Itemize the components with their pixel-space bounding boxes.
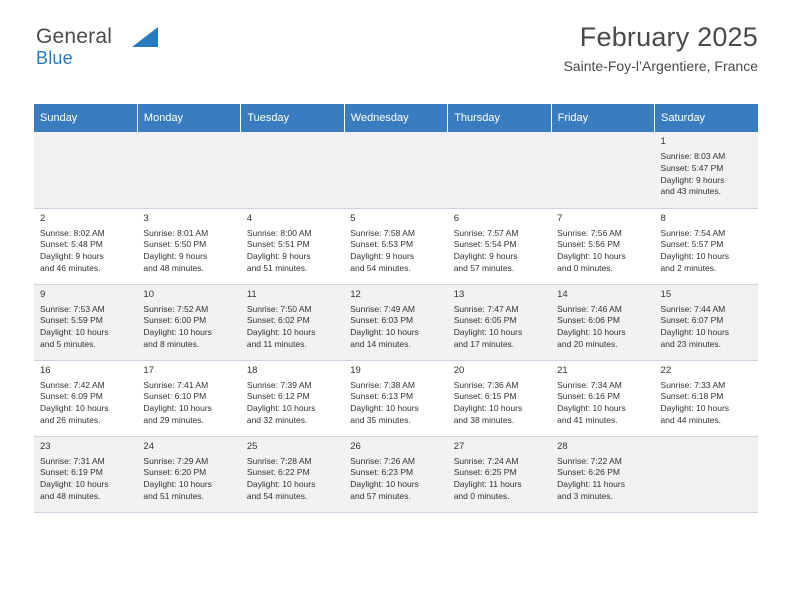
day-detail-line: Sunrise: 7:56 AM xyxy=(557,227,622,238)
day-number: 11 xyxy=(246,288,257,300)
day-detail-line: Sunset: 6:05 PM xyxy=(453,315,517,326)
day-detail-line: Daylight: 10 hours xyxy=(453,403,523,414)
day-details xyxy=(247,380,339,427)
day-details xyxy=(661,304,753,351)
day-number: 12 xyxy=(350,288,361,300)
calendar-day-cell[interactable] xyxy=(241,208,344,284)
day-details xyxy=(454,228,546,275)
day-detail-line: Daylight: 9 hours xyxy=(40,251,104,262)
day-detail-line: Sunset: 6:18 PM xyxy=(660,391,724,402)
day-detail-line: and 57 minutes. xyxy=(350,490,411,501)
day-details xyxy=(40,304,132,351)
day-detail-line: Daylight: 10 hours xyxy=(246,403,316,414)
calendar-table xyxy=(34,104,758,513)
weekday-header-monday: Monday xyxy=(137,104,240,132)
calendar-day-cell[interactable] xyxy=(241,436,344,512)
day-detail-line: and 14 minutes. xyxy=(350,338,411,349)
day-detail-line: and 44 minutes. xyxy=(660,414,722,425)
day-details xyxy=(661,228,753,275)
day-detail-line: Daylight: 10 hours xyxy=(660,327,730,338)
day-detail-line: Sunrise: 7:36 AM xyxy=(453,379,519,390)
day-detail-line: Sunrise: 7:28 AM xyxy=(246,455,312,466)
calendar-day-cell[interactable] xyxy=(448,284,551,360)
day-details xyxy=(350,304,442,351)
day-detail-line: and 35 minutes. xyxy=(350,414,411,425)
day-detail-line: Daylight: 10 hours xyxy=(350,327,419,338)
day-detail-line: Sunset: 5:56 PM xyxy=(557,239,620,250)
day-detail-line: Sunrise: 7:46 AM xyxy=(557,303,622,314)
calendar-day-cell-empty xyxy=(655,436,758,512)
calendar-week-row xyxy=(34,208,758,284)
day-details xyxy=(557,380,649,427)
logo-general-text: General xyxy=(36,25,113,48)
calendar-day-cell[interactable] xyxy=(34,284,137,360)
day-detail-line: Daylight: 10 hours xyxy=(557,251,626,262)
logo-blue-text: Blue xyxy=(36,48,73,68)
weekday-header-saturday: Saturday xyxy=(655,104,758,132)
calendar-day-cell[interactable] xyxy=(655,208,758,284)
day-detail-line: and 23 minutes. xyxy=(660,338,722,349)
day-number: 27 xyxy=(453,440,465,452)
calendar-day-cell[interactable] xyxy=(448,208,551,284)
day-detail-line: and 54 minutes. xyxy=(246,490,308,501)
day-detail-line: and 57 minutes. xyxy=(453,262,515,273)
day-detail-line: Daylight: 10 hours xyxy=(143,479,212,490)
day-details xyxy=(247,304,339,351)
calendar-day-cell[interactable] xyxy=(34,360,137,436)
day-detail-line: Sunrise: 7:57 AM xyxy=(453,227,519,238)
weekday-header-wednesday: Wednesday xyxy=(344,104,447,132)
weekday-header-row xyxy=(34,104,758,132)
day-detail-line: Sunrise: 8:01 AM xyxy=(143,227,209,238)
day-details xyxy=(454,304,546,351)
day-number: 24 xyxy=(143,440,154,452)
day-detail-line: and 0 minutes. xyxy=(557,262,613,273)
day-number: 21 xyxy=(557,364,568,376)
calendar-day-cell[interactable] xyxy=(448,436,551,512)
calendar-day-cell[interactable] xyxy=(241,360,344,436)
day-detail-line: Sunset: 5:57 PM xyxy=(660,239,724,250)
day-detail-line: and 43 minutes. xyxy=(660,186,722,197)
day-number: 17 xyxy=(143,364,154,376)
calendar-day-cell[interactable] xyxy=(137,436,240,512)
day-detail-line: Sunset: 6:06 PM xyxy=(557,315,620,326)
calendar-day-cell[interactable] xyxy=(551,436,654,512)
day-number: 3 xyxy=(143,212,149,224)
day-detail-line: Sunset: 6:00 PM xyxy=(143,315,207,326)
day-detail-line: Daylight: 10 hours xyxy=(246,327,316,338)
day-detail-line: Daylight: 9 hours xyxy=(143,251,208,262)
day-detail-line: and 41 minutes. xyxy=(557,414,618,425)
day-detail-line: Sunset: 6:26 PM xyxy=(557,467,620,478)
calendar-day-cell[interactable] xyxy=(344,208,447,284)
day-detail-line: and 8 minutes. xyxy=(143,338,200,349)
weekday-header-tuesday: Tuesday xyxy=(241,104,344,132)
day-detail-line: and 48 minutes. xyxy=(143,262,204,273)
day-detail-line: Sunrise: 7:49 AM xyxy=(350,303,415,314)
day-detail-line: Sunset: 5:59 PM xyxy=(40,315,103,326)
day-detail-line: and 54 minutes. xyxy=(350,262,411,273)
day-number: 22 xyxy=(660,364,672,376)
day-detail-line: Sunrise: 7:53 AM xyxy=(40,303,105,314)
day-detail-line: Daylight: 9 hours xyxy=(453,251,518,262)
calendar-day-cell-empty xyxy=(551,132,654,208)
day-detail-line: Sunrise: 7:41 AM xyxy=(143,379,209,390)
day-detail-line: Daylight: 10 hours xyxy=(350,479,419,490)
day-detail-line: Sunrise: 7:42 AM xyxy=(40,379,105,390)
calendar-day-cell[interactable] xyxy=(137,284,240,360)
calendar-day-cell-empty xyxy=(241,132,344,208)
day-detail-line: and 5 minutes. xyxy=(40,338,96,349)
day-details xyxy=(350,228,442,275)
day-detail-line: Daylight: 9 hours xyxy=(350,251,415,262)
day-detail-line: and 51 minutes. xyxy=(246,262,308,273)
day-number: 25 xyxy=(246,440,258,452)
day-detail-line: Sunset: 6:12 PM xyxy=(246,391,310,402)
day-detail-line: and 29 minutes. xyxy=(143,414,204,425)
day-number: 9 xyxy=(40,288,46,300)
day-detail-line: Sunset: 6:09 PM xyxy=(40,391,103,402)
day-detail-line: and 20 minutes. xyxy=(557,338,618,349)
day-number: 28 xyxy=(557,440,568,452)
day-detail-line: and 48 minutes. xyxy=(40,490,101,501)
day-details xyxy=(143,304,235,351)
day-detail-line: Sunset: 6:03 PM xyxy=(350,315,414,326)
day-number: 4 xyxy=(246,212,253,224)
weekday-header-thursday: Thursday xyxy=(448,104,551,132)
day-detail-line: Daylight: 10 hours xyxy=(453,327,523,338)
calendar-day-cell[interactable] xyxy=(655,132,758,208)
day-details xyxy=(661,380,753,427)
day-detail-line: Daylight: 9 hours xyxy=(660,174,725,185)
calendar-day-cell[interactable] xyxy=(551,208,654,284)
day-number: 14 xyxy=(557,288,568,300)
day-detail-line: Daylight: 11 hours xyxy=(557,479,625,490)
calendar-day-cell-empty xyxy=(344,132,447,208)
day-detail-line: Sunrise: 7:26 AM xyxy=(350,455,415,466)
calendar-day-cell[interactable] xyxy=(655,360,758,436)
calendar-week-row xyxy=(34,436,758,512)
day-number: 18 xyxy=(246,364,258,376)
calendar-day-cell[interactable] xyxy=(448,360,551,436)
day-details xyxy=(350,380,442,427)
day-details xyxy=(557,304,649,351)
page-header xyxy=(34,0,758,72)
day-detail-line: Sunset: 5:53 PM xyxy=(350,239,414,250)
day-details xyxy=(557,456,649,503)
day-detail-line: Sunrise: 7:34 AM xyxy=(557,379,622,390)
day-detail-line: Sunrise: 7:38 AM xyxy=(350,379,415,390)
day-detail-line: and 11 minutes. xyxy=(246,338,307,349)
day-number: 16 xyxy=(40,364,51,376)
page-title: February 2025 xyxy=(579,22,758,52)
calendar-body xyxy=(34,132,758,512)
day-detail-line: Daylight: 9 hours xyxy=(246,251,311,262)
day-number: 10 xyxy=(143,288,154,300)
day-detail-line: Sunrise: 7:29 AM xyxy=(143,455,209,466)
calendar-day-cell[interactable] xyxy=(137,208,240,284)
day-details xyxy=(143,228,235,275)
day-detail-line: Sunrise: 7:22 AM xyxy=(557,455,622,466)
day-detail-line: Sunset: 6:02 PM xyxy=(246,315,310,326)
day-detail-line: Sunrise: 7:39 AM xyxy=(246,379,312,390)
day-number: 20 xyxy=(453,364,465,376)
calendar-day-cell[interactable] xyxy=(344,284,447,360)
calendar-day-cell[interactable] xyxy=(551,360,654,436)
calendar-day-cell[interactable] xyxy=(34,436,137,512)
day-details xyxy=(40,380,132,427)
day-details xyxy=(557,228,649,275)
day-number: 19 xyxy=(350,364,361,376)
day-number: 8 xyxy=(660,212,666,224)
calendar-week-row xyxy=(34,360,758,436)
day-detail-line: Daylight: 10 hours xyxy=(350,403,419,414)
day-detail-line: Sunset: 6:07 PM xyxy=(660,315,724,326)
weekday-header-friday: Friday xyxy=(551,104,654,132)
day-detail-line: Daylight: 10 hours xyxy=(40,327,109,338)
calendar-day-cell[interactable] xyxy=(655,284,758,360)
day-details xyxy=(40,228,132,275)
calendar-day-cell-empty xyxy=(34,132,137,208)
day-detail-line: Daylight: 10 hours xyxy=(660,403,730,414)
day-detail-line: Daylight: 10 hours xyxy=(40,403,109,414)
day-details xyxy=(661,151,753,198)
day-number: 26 xyxy=(350,440,361,452)
day-detail-line: Sunset: 6:23 PM xyxy=(350,467,414,478)
day-detail-line: Sunrise: 7:47 AM xyxy=(453,303,519,314)
day-detail-line: Daylight: 10 hours xyxy=(557,403,626,414)
day-detail-line: Daylight: 10 hours xyxy=(660,251,730,262)
calendar-day-cell[interactable] xyxy=(344,436,447,512)
triangle-logo-icon xyxy=(132,27,158,48)
calendar-week-row xyxy=(34,132,758,208)
calendar-day-cell[interactable] xyxy=(344,360,447,436)
day-detail-line: and 17 minutes. xyxy=(453,338,515,349)
day-number: 1 xyxy=(660,136,666,147)
day-detail-line: Sunrise: 7:54 AM xyxy=(660,227,726,238)
day-details xyxy=(143,456,235,503)
calendar-day-cell-empty xyxy=(448,132,551,208)
day-number: 5 xyxy=(350,212,356,224)
day-detail-line: Sunrise: 7:52 AM xyxy=(143,303,209,314)
day-detail-line: Sunset: 6:19 PM xyxy=(40,467,103,478)
day-detail-line: and 32 minutes. xyxy=(246,414,308,425)
day-details xyxy=(247,228,339,275)
day-number: 6 xyxy=(453,212,459,224)
day-number: 13 xyxy=(453,288,465,300)
day-detail-line: Sunrise: 7:44 AM xyxy=(660,303,726,314)
day-detail-line: Daylight: 10 hours xyxy=(40,479,109,490)
calendar-week-row xyxy=(34,284,758,360)
day-number: 23 xyxy=(40,440,51,452)
day-detail-line: Daylight: 11 hours xyxy=(453,479,522,490)
day-details xyxy=(247,456,339,503)
day-detail-line: Daylight: 10 hours xyxy=(557,327,626,338)
day-detail-line: Sunset: 5:54 PM xyxy=(453,239,517,250)
day-detail-line: Sunset: 6:10 PM xyxy=(143,391,207,402)
day-number: 2 xyxy=(40,212,46,224)
day-detail-line: Daylight: 10 hours xyxy=(143,403,212,414)
day-number: 7 xyxy=(557,212,563,224)
day-detail-line: Sunrise: 8:02 AM xyxy=(40,227,105,238)
day-details xyxy=(40,456,132,503)
day-detail-line: Sunset: 5:47 PM xyxy=(660,162,724,173)
day-detail-line: Sunset: 5:50 PM xyxy=(143,239,207,250)
day-detail-line: and 46 minutes. xyxy=(40,262,101,273)
day-detail-line: Sunrise: 7:50 AM xyxy=(246,303,312,314)
day-detail-line: Sunset: 6:20 PM xyxy=(143,467,207,478)
day-detail-line: Sunset: 5:48 PM xyxy=(40,239,103,250)
day-detail-line: Daylight: 10 hours xyxy=(246,479,316,490)
calendar-day-cell[interactable] xyxy=(241,284,344,360)
day-details xyxy=(143,380,235,427)
day-detail-line: and 26 minutes. xyxy=(40,414,101,425)
location-subtitle: Sainte-Foy-l’Argentiere, France xyxy=(563,58,758,74)
day-detail-line: Sunset: 6:22 PM xyxy=(246,467,310,478)
calendar-day-cell[interactable] xyxy=(551,284,654,360)
day-detail-line: Sunset: 6:25 PM xyxy=(453,467,517,478)
day-detail-line: Sunset: 5:51 PM xyxy=(246,239,310,250)
day-detail-line: and 38 minutes. xyxy=(453,414,515,425)
day-details xyxy=(454,456,546,503)
day-detail-line: Sunrise: 8:03 AM xyxy=(660,151,726,162)
day-details xyxy=(350,456,442,503)
day-detail-line: Sunset: 6:16 PM xyxy=(557,391,620,402)
calendar-day-cell[interactable] xyxy=(34,208,137,284)
day-detail-line: Sunrise: 7:58 AM xyxy=(350,227,415,238)
day-detail-line: Sunrise: 7:24 AM xyxy=(453,455,519,466)
calendar-day-cell-empty xyxy=(137,132,240,208)
logo[interactable] xyxy=(36,26,236,67)
day-details xyxy=(454,380,546,427)
day-detail-line: Daylight: 10 hours xyxy=(143,327,212,338)
day-detail-line: and 51 minutes. xyxy=(143,490,204,501)
day-detail-line: and 3 minutes. xyxy=(557,490,613,501)
day-number: 15 xyxy=(660,288,672,300)
day-detail-line: Sunrise: 7:31 AM xyxy=(40,455,105,466)
day-detail-line: and 2 minutes. xyxy=(660,262,717,273)
day-detail-line: and 0 minutes. xyxy=(453,490,510,501)
day-detail-line: Sunrise: 8:00 AM xyxy=(246,227,312,238)
day-detail-line: Sunset: 6:15 PM xyxy=(453,391,517,402)
day-detail-line: Sunset: 6:13 PM xyxy=(350,391,414,402)
weekday-header-sunday: Sunday xyxy=(34,104,137,132)
calendar-day-cell[interactable] xyxy=(137,360,240,436)
day-detail-line: Sunrise: 7:33 AM xyxy=(660,379,726,390)
